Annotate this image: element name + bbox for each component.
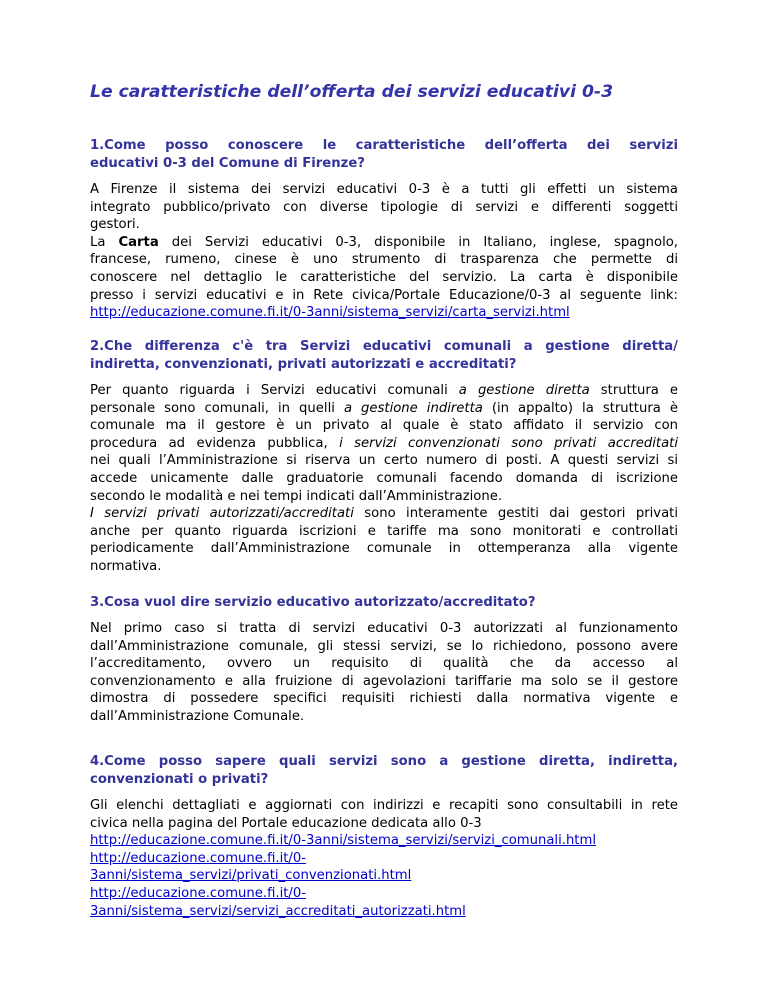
faq-question-2 xyxy=(90,338,678,374)
accreditati-autorizzati-link-cont[interactable]: 3anni/sistema_servizi/servizi_accreditati_autorizzati.html xyxy=(90,903,466,919)
faq-answer-2 xyxy=(90,382,678,576)
answer-line xyxy=(90,505,678,523)
emphasis: I servizi privati autorizzati/accreditati xyxy=(90,506,354,522)
answer-line: gestori. xyxy=(90,217,140,233)
answer-line: francese, rumeno, cinese è uno strumento di trasparenza che permette di xyxy=(90,252,678,268)
faq-answer-1 xyxy=(90,181,678,322)
faq-answer-3 xyxy=(90,620,678,726)
answer-line: integrato pubblico/privato con diverse tipologie di servizi e differenti soggetti xyxy=(90,199,678,215)
question-1-line-2: educativi 0-3 del Comune di Firenze? xyxy=(90,156,365,171)
answer-line: dall’Amministrazione Comunale. xyxy=(90,708,305,724)
text: La xyxy=(90,234,119,250)
answer-line: anche per quanto riguarda iscrizioni e tariffe ma sono monitorati e controllati xyxy=(90,523,678,539)
answer-line: conoscere nel dettaglio le caratteristiche del servizio. La carta è disponibile xyxy=(90,269,678,285)
emphasis: a gestione diretta xyxy=(458,383,590,398)
privati-convenzionati-link[interactable]: http://educazione.comune.fi.it/0- xyxy=(90,850,307,866)
accreditati-autorizzati-link[interactable]: http://educazione.comune.fi.it/0- xyxy=(90,885,307,901)
faq-answer-4 xyxy=(90,797,678,920)
answer-line: periodicamente dall’Amministrazione comunale in ottemperanza alla vigente xyxy=(90,541,678,557)
answer-line: convenzionamento e alla fruizione di agevolazioni tariffarie ma solo se il gestore xyxy=(90,673,678,689)
faq-question-1 xyxy=(90,137,678,173)
question-3: 3.Cosa vuol dire servizio educativo autorizzato/accreditato? xyxy=(90,595,536,610)
answer-line: civica nella pagina del Portale educazione dedicata allo 0-3 xyxy=(90,815,482,831)
answer-line: Gli elenchi dettagliati e aggiornati con indirizzi e recapiti sono consultabili in rete xyxy=(90,798,678,813)
emphasis: i servizi convenzionati sono privati accreditati xyxy=(339,435,678,451)
answer-line: nei quali l’Amministrazione si riserva un certo numero di posti. A questi servizi si xyxy=(90,453,678,469)
question-1-line-1: 1.Come posso conoscere le caratteristiche dell’offerta dei servizi xyxy=(90,138,678,153)
question-2-line-1: 2.Che differenza c'è tra Servizi educativi comunali a gestione diretta/ xyxy=(90,339,678,354)
answer-line xyxy=(90,382,678,400)
carta-bold: Carta xyxy=(118,234,159,250)
answer-line: normativa. xyxy=(90,558,162,574)
answer-line: l’accreditamento, ovvero un requisito di qualità che da accesso al xyxy=(90,656,678,672)
answer-line: A Firenze il sistema dei servizi educativi 0-3 è a tutti gli effetti un sistema xyxy=(90,182,678,197)
emphasis: a gestione indiretta xyxy=(343,400,483,416)
question-2-line-2: indiretta, convenzionati, privati autorizzati e accreditati? xyxy=(90,357,517,372)
faq-question-3 xyxy=(90,594,678,612)
answer-line xyxy=(90,435,678,453)
services-links xyxy=(90,832,678,920)
answer-line xyxy=(90,400,678,418)
text: Per quanto riguarda i Servizi educativi comunali xyxy=(90,383,459,398)
faq-question-4 xyxy=(90,753,678,789)
text: sono interamente gestiti dai gestori privati xyxy=(353,506,678,522)
answer-line xyxy=(90,234,678,252)
text: (in appalto) la struttura è xyxy=(482,400,678,416)
answer-line: Nel primo caso si tratta di servizi educativi 0-3 autorizzati al funzionamento xyxy=(90,621,678,636)
text: struttura e xyxy=(589,383,678,398)
question-4-line-2: convenzionati o privati? xyxy=(90,772,269,787)
page-title: Le caratteristiche dell’offerta dei servizi educativi 0-3 xyxy=(90,82,614,102)
text: procedura ad evidenza pubblica, xyxy=(90,435,340,451)
text: dei Servizi educativi 0-3, disponibile in Italiano, inglese, spagnolo, xyxy=(158,234,678,250)
answer-line: accede unicamente dalle graduatorie comunali facendo domanda di iscrizione xyxy=(90,470,678,486)
answer-line: presso i servizi educativi e in Rete civica/Portale Educazione/0-3 al seguente link: xyxy=(90,287,678,303)
servizi-comunali-link[interactable]: http://educazione.comune.fi.it/0-3anni/sistema_servizi/servizi_comunali.html xyxy=(90,833,596,849)
answer-line: comunale ma il gestore è un privato al quale è stato affidato il servizio con xyxy=(90,418,678,434)
answer-line: secondo le modalità e nei tempi indicati dall’Amministrazione. xyxy=(90,488,503,504)
answer-line: dimostra di possedere specifici requisiti richiesti dalla normativa vigente e xyxy=(90,691,678,707)
carta-servizi-link[interactable]: http://educazione.comune.fi.it/0-3anni/sistema_servizi/carta_servizi.html xyxy=(90,305,570,321)
privati-convenzionati-link-cont[interactable]: 3anni/sistema_servizi/privati_convenzionati.html xyxy=(90,868,412,884)
text: personale sono comunali, in quelli xyxy=(90,400,344,416)
question-4-line-1: 4.Come posso sapere quali servizi sono a gestione diretta, indiretta, xyxy=(90,754,678,769)
answer-line: dall’Amministrazione comunale, gli stessi servizi, se lo richiedono, possono avere xyxy=(90,638,678,654)
